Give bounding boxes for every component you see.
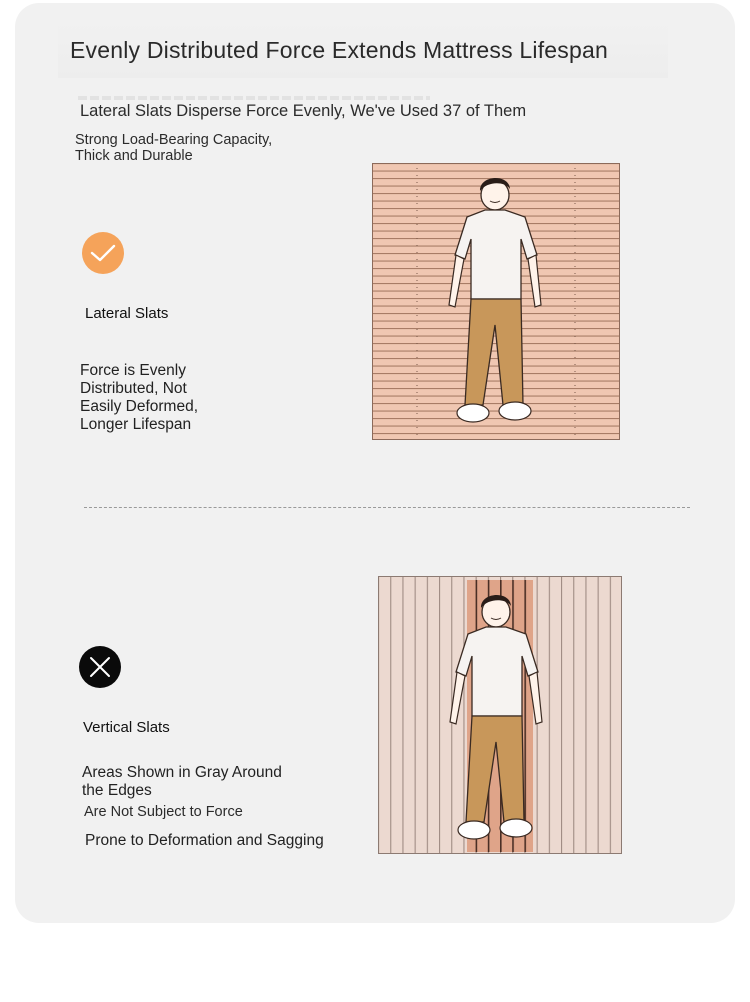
vertical-description-3: Prone to Deformation and Sagging — [85, 832, 324, 849]
lateral-desc-line: Distributed, Not — [80, 380, 187, 397]
feature-line-1: Strong Load-Bearing Capacity, — [75, 132, 273, 148]
lateral-desc-line: Longer Lifespan — [80, 416, 192, 433]
check-icon — [82, 232, 124, 274]
page-title: Evenly Distributed Force Extends Mattress Lifespan — [58, 22, 668, 78]
vertical-slats-label: Vertical Slats — [83, 719, 170, 736]
decorative-faint-line — [78, 96, 430, 100]
lateral-description — [80, 362, 198, 434]
feature-line-2: Thick and Durable — [75, 148, 193, 164]
lateral-desc-line: Easily Deformed, — [80, 398, 199, 415]
cross-icon-glyph — [88, 655, 112, 679]
vertical-desc-line: Areas Shown in Gray Around — [82, 764, 282, 781]
vertical-desc-line: the Edges — [82, 782, 152, 799]
lateral-desc-line: Force is Evenly — [80, 362, 186, 379]
check-icon-glyph — [90, 243, 116, 263]
vertical-slats-illustration — [378, 576, 622, 854]
feature-text — [75, 132, 272, 164]
subtitle: Lateral Slats Disperse Force Evenly, We've Used 37 of Them — [80, 102, 527, 120]
lateral-slats-illustration — [372, 163, 620, 440]
lateral-slats-label: Lateral Slats — [85, 305, 169, 322]
section-divider — [84, 507, 690, 508]
cross-icon — [79, 646, 121, 688]
vertical-description-1 — [82, 764, 282, 800]
vertical-description-2: Are Not Subject to Force — [84, 804, 243, 820]
